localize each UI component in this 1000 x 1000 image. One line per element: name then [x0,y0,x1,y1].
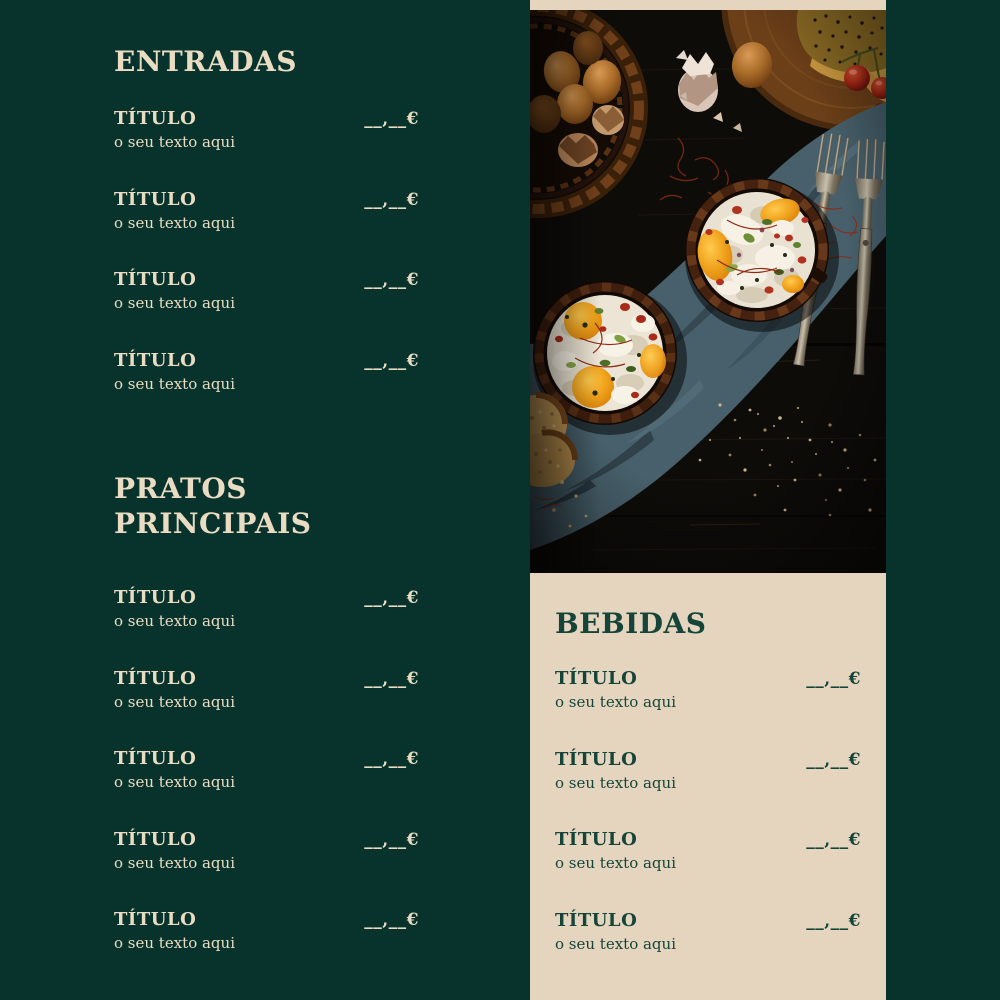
item-description: o seu texto aqui [555,934,676,953]
item-title: TÍTULO [555,748,638,770]
item-description: o seu texto aqui [114,612,235,630]
item-price: __,__€ [806,669,861,689]
item-description: o seu texto aqui [114,213,235,232]
item-price: __,__€ [364,588,419,608]
menu-item-list [114,108,419,394]
item-description: o seu texto aqui [555,773,676,792]
item-description: o seu texto aqui [114,773,235,791]
item-description: o seu texto aqui [114,294,235,312]
item-title: TÍTULO [114,587,197,608]
item-price: __,__€ [806,830,861,850]
item-price: __,__€ [364,668,419,689]
item-price: __,__€ [364,189,419,210]
item-title: TÍTULO [114,269,197,290]
menu-item-list [555,668,861,954]
item-description: o seu texto aqui [114,692,235,711]
item-price: __,__€ [364,910,419,930]
item-price: __,__€ [364,109,419,129]
menu-item [114,829,419,873]
item-description: o seu texto aqui [114,374,235,393]
item-title: TÍTULO [114,909,197,930]
item-description: o seu texto aqui [114,853,235,872]
item-title: TÍTULO [114,188,197,210]
menu-item [555,668,861,712]
menu-item [114,350,419,394]
menu-item [555,910,861,954]
item-description: o seu texto aqui [555,693,676,711]
menu-item [114,587,419,631]
item-title: TÍTULO [114,667,197,689]
section-pratos-principais [114,471,419,990]
menu-item [555,749,861,793]
menu-item [114,668,419,712]
menu-item [114,108,419,152]
right-panel [530,0,886,1000]
item-price: __,__€ [364,350,419,371]
item-price: __,__€ [364,270,419,290]
menu-item [114,189,419,233]
menu-item [555,829,861,873]
item-price: __,__€ [364,829,419,850]
item-price: __,__€ [364,749,419,769]
menu-item-list [114,587,419,953]
section-entradas [114,45,419,430]
section-bebidas [555,607,861,990]
item-price: __,__€ [806,749,861,770]
item-title: TÍTULO [114,349,197,371]
section-heading: ENTRADAS [114,45,297,78]
item-description: o seu texto aqui [114,133,235,151]
item-price: __,__€ [806,910,861,931]
item-title: TÍTULO [555,909,638,931]
section-heading: BEBIDAS [555,607,707,640]
item-title: TÍTULO [114,828,197,850]
item-description: o seu texto aqui [114,934,235,952]
section-heading: PRATOS PRINCIPAIS [114,472,312,540]
item-title: TÍTULO [555,668,638,689]
item-title: TÍTULO [555,829,638,850]
menu-item [114,909,419,953]
menu-item [114,748,419,792]
menu-item [114,269,419,313]
baked-eggs-photo [530,10,886,573]
item-description: o seu texto aqui [555,854,676,872]
item-title: TÍTULO [114,108,197,129]
item-title: TÍTULO [114,748,197,769]
